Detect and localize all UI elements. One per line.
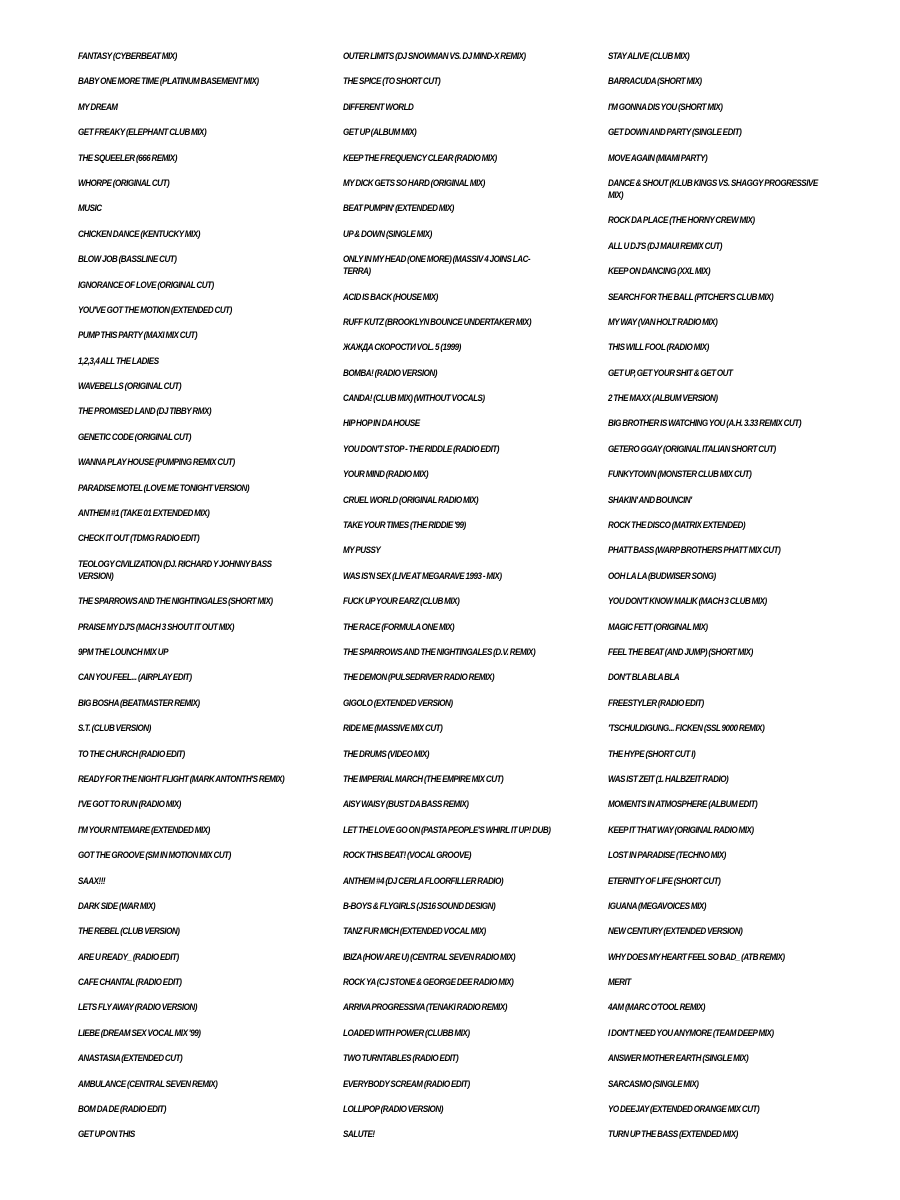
track-title: GET UP (ALBUM MIX) — [343, 126, 417, 138]
track-title: 2 THE MAXX (ALBUM VERSION) — [608, 392, 718, 404]
track-title: THE REBEL (CLUB VERSION) — [78, 925, 180, 937]
track-title: READY FOR THE NIGHT FLIGHT (MARK ANTONTH'S REMIX) — [78, 772, 285, 784]
track-title: YO DEEJAY (EXTENDED ORANGE MIX CUT) — [608, 1103, 760, 1115]
track-title: THE SQUEELER (666 REMIX) — [78, 151, 177, 163]
track-title: MAGIC FETT (ORIGINAL MIX) — [608, 620, 708, 632]
track-title: SAAX!!! — [78, 874, 106, 886]
track-title: 9PM THE LOUNCH MIX UP — [78, 645, 169, 657]
track-title: THE DRUMS (VIDEO MIX) — [343, 747, 429, 759]
track-title: DANCE & SHOUT (KLUB KINGS VS. SHAGGY PROGRESSIVE MIX) — [608, 176, 818, 200]
track-title: SALUTE! — [343, 1128, 375, 1140]
track-title: GET UP ON THIS — [78, 1128, 135, 1140]
track-title: BABY ONE MORE TIME (PLATINUM BASEMENT MIX) — [78, 75, 259, 87]
tracklist-column-3 — [608, 50, 820, 1154]
track-title: AISY WAISY (BUST DA BASS REMIX) — [343, 798, 469, 810]
track-title: MOVE AGAIN (MIAMI PARTY) — [608, 151, 708, 163]
track-title: THE SPICE (TO SHORT CUT) — [343, 75, 441, 87]
track-title: THE RACE (FORMULA ONE MIX) — [343, 620, 455, 632]
track-title: BARRACUDA (SHORT MIX) — [608, 75, 702, 87]
track-title: BLOW JOB (BASSLINE CUT) — [78, 253, 177, 265]
track-title: 4AM (MARC O'TOOL REMIX) — [608, 1001, 705, 1013]
track-title: ANTHEM #1 (TAKE 01 EXTENDED MIX) — [78, 507, 210, 519]
track-title: GIGOLO (EXTENDED VERSION) — [343, 696, 453, 708]
track-title: AMBULANCE (CENTRAL SEVEN REMIX) — [78, 1077, 218, 1089]
track-title: WAS IS'N SEX (LIVE AT MEGARAVE 1993 - MIX) — [343, 569, 502, 581]
track-title: ONLY IN MY HEAD (ONE MORE) (MASSIV 4 JOINS LAC-TERRA) — [343, 253, 531, 277]
track-title: HIP HOP IN DA HOUSE — [343, 417, 420, 429]
track-title: ROCK YA (CJ STONE & GEORGE DEE RADIO MIX) — [343, 976, 514, 988]
track-title: WANNA PLAY HOUSE (PUMPING REMIX CUT) — [78, 456, 235, 468]
track-title: ANTHEM #4 (DJ CERLA FLOORFILLER RADIO) — [343, 874, 504, 886]
track-title: LET THE LOVE GO ON (PASTA PEOPLE'S WHIRL IT UP! DUB) — [343, 823, 551, 835]
track-title: GENETIC CODE (ORIGINAL CUT) — [78, 430, 192, 442]
track-title: WHY DOES MY HEART FEEL SO BAD_ (ATB REMIX) — [608, 950, 785, 962]
track-title: IBIZA (HOW ARE U) (CENTRAL SEVEN RADIO MIX) — [343, 950, 516, 962]
track-title: KEEP ON DANCING (XXL MIX) — [608, 265, 711, 277]
track-title: RIDE ME (MASSIVE MIX CUT) — [343, 722, 443, 734]
track-title: LOADED WITH POWER (CLUBB MIX) — [343, 1026, 470, 1038]
track-title: GET DOWN AND PARTY (SINGLE EDIT) — [608, 126, 742, 138]
track-title: CRUEL WORLD (ORIGINAL RADIO MIX) — [343, 493, 479, 505]
track-title: 'TSCHULDIGUNG... FICKEN (SSL 9000 REMIX) — [608, 722, 765, 734]
track-title: WAS IST ZEIT (1. HALBZEIT RADIO) — [608, 772, 729, 784]
track-title: DARK SIDE (WAR MIX) — [78, 899, 156, 911]
track-title: THE SPARROWS AND THE NIGHTINGALES (D.V. REMIX) — [343, 645, 536, 657]
track-title: I'VE GOT TO RUN (RADIO MIX) — [78, 798, 181, 810]
track-title: ALL U DJ'S (DJ MAUI REMIX CUT) — [608, 239, 723, 251]
track-title: WHORPE (ORIGINAL CUT) — [78, 176, 170, 188]
track-title: ARRIVA PROGRESSIVA (TENAKI RADIO REMIX) — [343, 1001, 507, 1013]
track-title: MY WAY (VAN HOLT RADIO MIX) — [608, 315, 718, 327]
track-title: STAY ALIVE (CLUB MIX) — [608, 50, 690, 61]
track-title: 1,2,3,4 ALL THE LADIES — [78, 354, 159, 366]
track-title: WAVEBELLS (ORIGINAL CUT) — [78, 380, 182, 392]
track-title: PARADISE MOTEL (LOVE ME TONIGHT VERSION) — [78, 481, 250, 493]
track-title: PRAISE MY DJ'S (MACH 3 SHOUT IT OUT MIX) — [78, 620, 234, 632]
track-title: IGNORANCE OF LOVE (ORIGINAL CUT) — [78, 278, 214, 290]
track-title: MY DREAM — [78, 100, 118, 112]
track-title: CHECK IT OUT (TDMG RADIO EDIT) — [78, 532, 200, 544]
track-title: THE IMPERIAL MARCH (THE EMPIRE MIX CUT) — [343, 772, 504, 784]
track-title: EVERYBODY SCREAM (RADIO EDIT) — [343, 1077, 470, 1089]
track-title: ANSWER MOTHER EARTH (SINGLE MIX) — [608, 1052, 749, 1064]
track-title: GET UP, GET YOUR SHIT & GET OUT — [608, 366, 733, 378]
track-title: NEW CENTURY (EXTENDED VERSION) — [608, 925, 743, 937]
tracklist-column-1 — [78, 50, 290, 1154]
track-title: TURN UP THE BASS (EXTENDED MIX) — [608, 1128, 738, 1140]
track-title: THE HYPE (SHORT CUT I) — [608, 747, 696, 759]
track-title: DIFFERENT WORLD — [343, 100, 414, 112]
track-title: I DON'T NEED YOU ANYMORE (TEAM DEEP MIX) — [608, 1026, 774, 1038]
track-title: LOST IN PARADISE (TECHNO MIX) — [608, 849, 726, 861]
track-title: MERIT — [608, 976, 631, 988]
track-title: I'M YOUR NITEMARE (EXTENDED MIX) — [78, 823, 210, 835]
track-title: UP & DOWN (SINGLE MIX) — [343, 227, 432, 239]
track-title: ROCK THE DISCO (MATRIX EXTENDED) — [608, 519, 746, 531]
track-title: THIS WILL FOOL (RADIO MIX) — [608, 341, 709, 353]
track-title: ROCK DA PLACE (THE HORNY CREW MIX) — [608, 214, 755, 226]
track-title: B-BOYS & FLYGIRLS (JS16 SOUND DESIGN) — [343, 899, 496, 911]
track-title: MY PUSSY — [343, 544, 381, 556]
track-title: CAFE CHANTAL (RADIO EDIT) — [78, 976, 182, 988]
track-title: ACID IS BACK (HOUSE MIX) — [343, 290, 438, 302]
track-title: TWO TURNTABLES (RADIO EDIT) — [343, 1052, 459, 1064]
track-title: KEEP THE FREQUENCY CLEAR (RADIO MIX) — [343, 151, 497, 163]
track-title: MUSIC — [78, 202, 102, 214]
track-title: ЖАЖДА СКОРОСТИ VOL. 5 (1999) — [343, 341, 461, 353]
track-title: DON'T BLA BLA BLA — [608, 671, 680, 683]
track-title: GOT THE GROOVE (SM IN MOTION MIX CUT) — [78, 849, 231, 861]
track-title: FREESTYLER (RADIO EDIT) — [608, 696, 704, 708]
track-title: BIG BOSHA (BEATMASTER REMIX) — [78, 696, 200, 708]
track-title: PHATT BASS (WARP BROTHERS PHATT MIX CUT) — [608, 544, 781, 556]
track-title: SEARCH FOR THE BALL (PITCHER'S CLUB MIX) — [608, 290, 774, 302]
track-title: TO THE CHURCH (RADIO EDIT) — [78, 747, 185, 759]
track-title: SARCASMO (SINGLE MIX) — [608, 1077, 699, 1089]
track-title: MOMENTS IN ATMOSPHERE (ALBUM EDIT) — [608, 798, 758, 810]
track-title: LETS FLY AWAY (RADIO VERSION) — [78, 1001, 197, 1013]
track-title: ANASTASIA (EXTENDED CUT) — [78, 1052, 183, 1064]
track-title: YOU'VE GOT THE MOTION (EXTENDED CUT) — [78, 303, 232, 315]
track-title: IGUANA (MEGAVOICES MIX) — [608, 899, 707, 911]
track-title: BOM DA DE (RADIO EDIT) — [78, 1103, 166, 1115]
track-title: CAN YOU FEEL... (AIRPLAY EDIT) — [78, 671, 192, 683]
track-title: KEEP IT THAT WAY (ORIGINAL RADIO MIX) — [608, 823, 754, 835]
track-title: THE PROMISED LAND (DJ TIBBY RMX) — [78, 405, 212, 417]
track-title: ETERNITY OF LIFE (SHORT CUT) — [608, 874, 721, 886]
track-title: OUTER LIMITS (DJ SNOWMAN VS. DJ MIND-X REMIX) — [343, 50, 526, 61]
track-title: OOH LA LA (BUDWISER SONG) — [608, 569, 716, 581]
track-title: FUCK UP YOUR EARZ (CLUB MIX) — [343, 595, 460, 607]
track-title: GET FREAKY (ELEPHANT CLUB MIX) — [78, 126, 207, 138]
track-title: I'M GONNA DIS YOU (SHORT MIX) — [608, 100, 723, 112]
track-title: YOUR MIND (RADIO MIX) — [343, 468, 429, 480]
track-title: GETERO GGAY (ORIGINAL ITALIAN SHORT CUT) — [608, 442, 776, 454]
tracklist-column-2 — [343, 50, 555, 1154]
track-title: BOMBA! (RADIO VERSION) — [343, 366, 437, 378]
track-title: MY DICK GETS SO HARD (ORIGINAL MIX) — [343, 176, 485, 188]
track-title: LIEBE (DREAM SEX VOCAL MIX '99) — [78, 1026, 201, 1038]
track-title: SHAKIN' AND BOUNCIN' — [608, 493, 692, 505]
track-title: FEEL THE BEAT (AND JUMP) (SHORT MIX) — [608, 645, 753, 657]
track-title: CHICKEN DANCE (KENTUCKY MIX) — [78, 227, 200, 239]
track-title: TANZ FUR MICH (EXTENDED VOCAL MIX) — [343, 925, 486, 937]
track-title: ARE U READY_ (RADIO EDIT) — [78, 950, 179, 962]
track-title: LOLLIPOP (RADIO VERSION) — [343, 1103, 443, 1115]
track-title: BEAT PUMPIN' (EXTENDED MIX) — [343, 202, 454, 214]
track-title: THE DEMON (PULSEDRIVER RADIO REMIX) — [343, 671, 495, 683]
track-title: THE SPARROWS AND THE NIGHTINGALES (SHORT MIX) — [78, 595, 273, 607]
track-title: FANTASY (CYBERBEAT MIX) — [78, 50, 177, 61]
track-title: TAKE YOUR TIMES (THE RIDDIE '99) — [343, 519, 466, 531]
track-title: CANDA! (CLUB MIX) (WITHOUT VOCALS) — [343, 392, 485, 404]
track-title: YOU DON'T KNOW MALIK (MACH 3 CLUB MIX) — [608, 595, 767, 607]
track-title: RUFF KUTZ (BROOKLYN BOUNCE UNDERTAKER MIX) — [343, 315, 532, 327]
track-title: BIG BROTHER IS WATCHING YOU (A.H. 3.33 REMIX CUT) — [608, 417, 802, 429]
track-title: S.T. (CLUB VERSION) — [78, 722, 151, 734]
track-title: PUMP THIS PARTY (MAXI MIX CUT) — [78, 329, 198, 341]
track-title: TEOLOGY CIVILIZATION (DJ. RICHARD Y JOHNNY BASS VERSION) — [78, 557, 272, 581]
track-title: ROCK THIS BEAT! (VOCAL GROOVE) — [343, 849, 472, 861]
track-title: YOU DON'T STOP - THE RIDDLE (RADIO EDIT) — [343, 442, 500, 454]
track-title: FUNKYTOWN (MONSTER CLUB MIX CUT) — [608, 468, 752, 480]
